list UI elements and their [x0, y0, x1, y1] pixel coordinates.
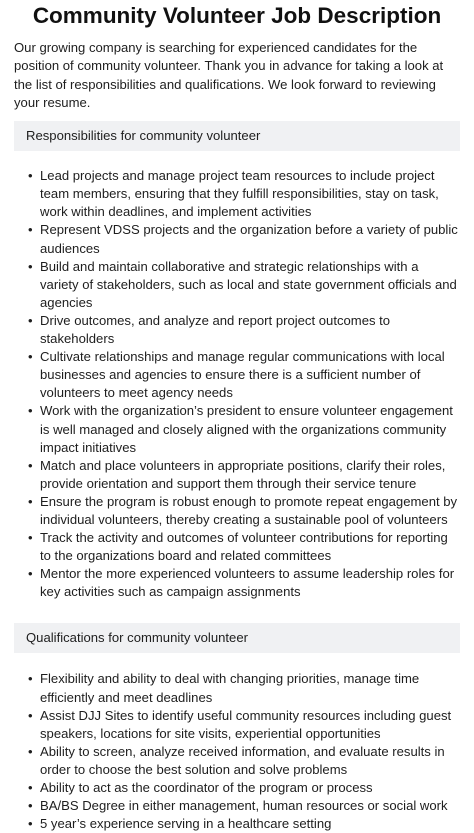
- list-item: [28, 670, 460, 706]
- list-item: [28, 779, 460, 797]
- list-item-text: Ability to act as the coordinator of the program or process: [40, 780, 373, 795]
- list-item-text: Flexibility and ability to deal with changing priorities, manage time efficiently and meet deadlines: [40, 671, 420, 705]
- list-item: [28, 565, 460, 601]
- list-item-text: Ability to screen, analyze received information, and evaluate results in order to choose the best solution and solve problems: [40, 743, 445, 777]
- bullet-icon: •: [28, 780, 33, 795]
- bullet-icon: •: [28, 798, 33, 814]
- bullet-icon: •: [28, 707, 33, 723]
- list-item-text: Represent VDSS projects and the organization before a variety of public audiences: [40, 222, 458, 256]
- intro-paragraph: Our growing company is searching for experienced candidates for the position of community volunteer. Thank you in advance for taking a look at the list of responsibilities and qualifications. We look forward to reviewing your resume.: [14, 40, 444, 110]
- bullet-icon: •: [28, 530, 33, 546]
- bullet-icon: •: [28, 493, 33, 509]
- responsibilities-header: Responsibilities for community volunteer: [14, 121, 460, 151]
- list-item-text: Match and place volunteers in appropriate positions, clarify their roles, provide orientation and support them through their service tenure: [40, 457, 446, 491]
- list-item: [28, 815, 460, 833]
- list-item-text: Drive outcomes, and analyze and report project outcomes to stakeholders: [40, 312, 391, 347]
- list-item: [28, 221, 460, 257]
- bullet-icon: •: [28, 671, 33, 687]
- list-item-text: Ensure the program is robust enough to promote repeat engagement by individual volunteers, thereby creating a sustainable pool of volunteers: [40, 493, 458, 527]
- list-item-text: BA/BS Degree in either management, human resources or social work: [40, 798, 448, 814]
- list-item: [28, 167, 460, 221]
- list-item-text: Lead projects and manage project team resources to include project team members, ensuring that they fulfill responsibilities, stay on task, work within deadlines, and implement activities: [40, 168, 439, 220]
- bullet-icon: •: [28, 258, 33, 274]
- list-item: [28, 348, 460, 402]
- list-item: [28, 457, 460, 493]
- bullet-icon: •: [28, 222, 33, 238]
- list-item: [28, 797, 460, 815]
- list-item-text: Mentor the more experienced volunteers to assume leadership roles for key activities such as campaign assignments: [40, 566, 455, 600]
- bullet-icon: •: [28, 457, 33, 473]
- list-item: [28, 402, 460, 456]
- bullet-icon: •: [28, 312, 33, 328]
- bullet-icon: •: [28, 168, 33, 184]
- list-item-text: Build and maintain collaborative and strategic relationships with a variety of stakeholders, such as local and state government officials and agencies: [40, 258, 457, 310]
- qualifications-header: Qualifications for community volunteer: [14, 623, 460, 653]
- bullet-icon: •: [28, 349, 33, 365]
- qualifications-list: [14, 670, 460, 833]
- bullet-icon: •: [28, 403, 33, 419]
- list-item: [28, 493, 460, 529]
- list-item: [28, 312, 460, 348]
- responsibilities-list: [14, 167, 460, 601]
- list-item-text: Track the activity and outcomes of volunteer contributions for reporting to the organizations board and related committees: [40, 530, 448, 564]
- section-spacer: [14, 601, 460, 623]
- list-item-text: Assist DJJ Sites to identify useful community resources including guest speakers, locations for site visits, experiential opportunities: [40, 707, 452, 741]
- list-item-text: Cultivate relationships and manage regular communications with local businesses and agencies to ensure there is a sufficient number of volunteers to meet agency needs: [40, 349, 445, 401]
- list-item-text: 5 year’s experience serving in a healthcare setting: [40, 816, 332, 832]
- bullet-icon: •: [28, 566, 33, 582]
- list-item-text: Work with the organization’s president to ensure volunteer engagement is well managed and closely aligned with the organizations community impact initiatives: [40, 403, 453, 455]
- list-item: [28, 707, 460, 743]
- list-item: [28, 743, 460, 779]
- bullet-icon: •: [28, 743, 33, 759]
- list-item: [28, 258, 460, 312]
- bullet-icon: •: [28, 816, 33, 832]
- page-title: Community Volunteer Job Description: [32, 3, 442, 28]
- list-item: [28, 529, 460, 565]
